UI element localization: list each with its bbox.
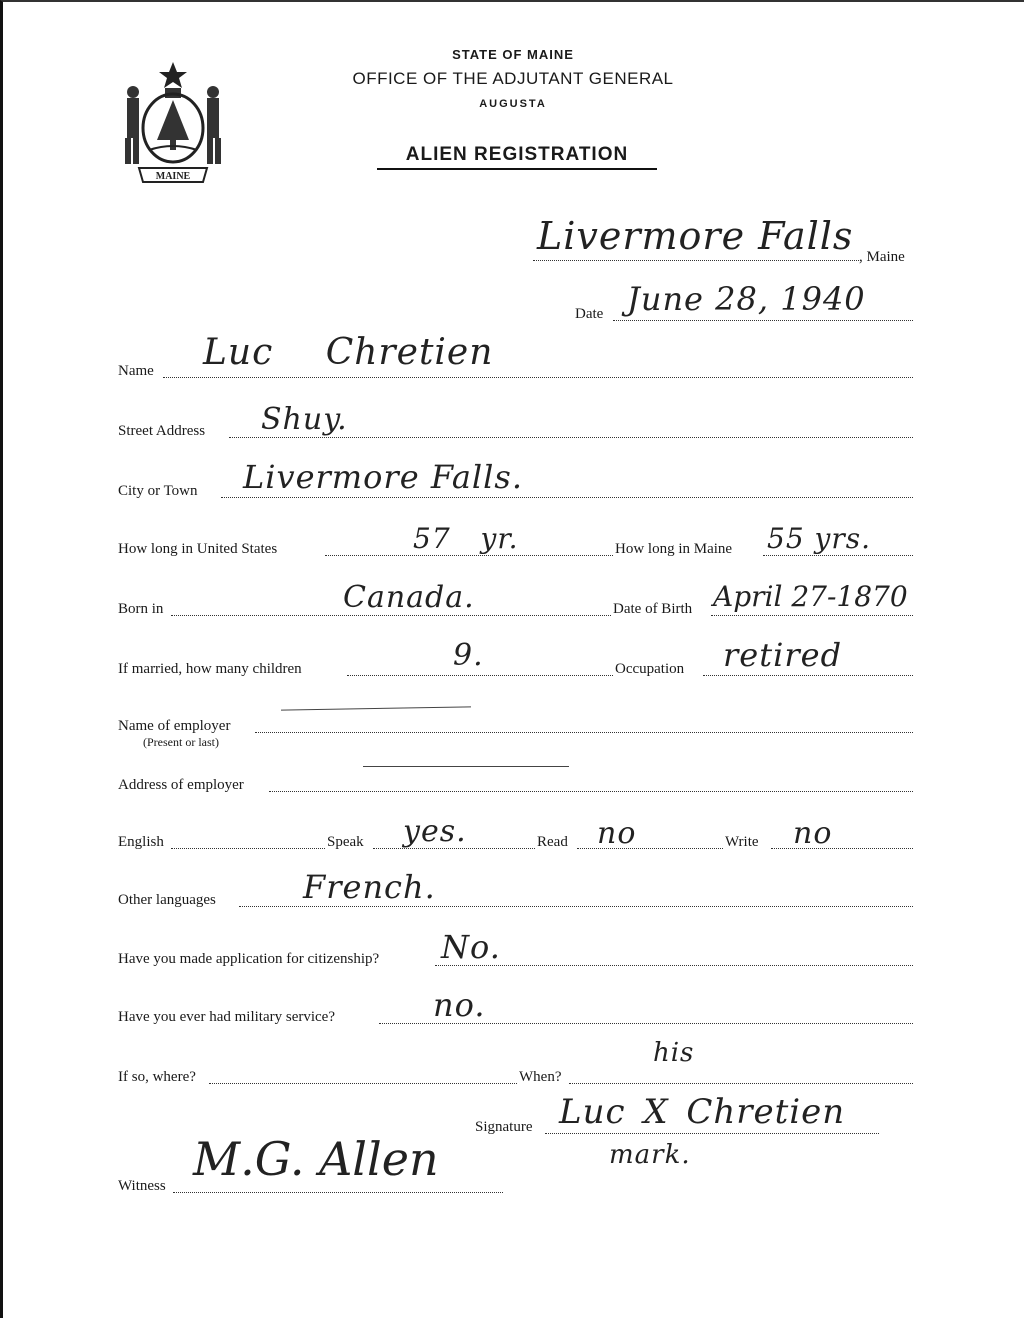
speak-label: Speak — [327, 834, 364, 850]
place-value: Livermore Falls — [537, 214, 854, 258]
us-years-line — [325, 555, 613, 556]
employer-sublabel: (Present or last) — [143, 735, 219, 749]
name-line — [163, 377, 913, 378]
other-lang-value: French. — [303, 868, 436, 906]
name-label: Name — [118, 363, 154, 379]
military-label: Have you ever had military service? — [118, 1009, 335, 1025]
other-lang-label: Other languages — [118, 892, 216, 908]
when-label: When? — [519, 1069, 562, 1085]
maine-state-seal-icon — [119, 58, 227, 186]
speak-value: yes. — [403, 814, 467, 849]
born-label: Born in — [118, 601, 164, 617]
seal-banner-text: MAINE — [155, 171, 191, 182]
header-office: OFFICE OF THE ADJUTANT GENERAL — [352, 69, 674, 88]
where-label: If so, where? — [118, 1069, 196, 1085]
signature-value: Luc X Chretien — [559, 1092, 846, 1132]
dob-value: April 27-1870 — [713, 580, 908, 613]
place-suffix: , Maine — [859, 249, 905, 265]
street-line — [229, 437, 913, 438]
witness-value: M.G. Allen — [193, 1132, 439, 1186]
header-city: AUGUSTA — [479, 98, 547, 110]
employer-label: Name of employer — [118, 718, 231, 734]
citizenship-value: No. — [441, 928, 501, 966]
children-label: If married, how many children — [118, 661, 302, 677]
date-label: Date — [575, 306, 604, 322]
street-label: Street Address — [118, 423, 206, 439]
english-label: English — [118, 834, 164, 850]
us-years-label: How long in United States — [118, 541, 278, 557]
read-label: Read — [537, 834, 568, 850]
write-label: Write — [725, 834, 759, 850]
city-value: Livermore Falls. — [243, 458, 523, 496]
header-state: STATE OF MAINE — [452, 47, 574, 62]
read-value: no — [597, 816, 637, 851]
employer-line — [255, 732, 913, 733]
maine-years-line — [763, 555, 913, 556]
place-line — [533, 260, 859, 261]
name-value: Luc Chretien — [203, 332, 494, 373]
born-line — [171, 615, 611, 616]
employer-address-dash-mark — [363, 766, 569, 767]
city-line — [221, 497, 913, 498]
signature-label: Signature — [475, 1119, 533, 1135]
born-value: Canada. — [343, 580, 475, 615]
city-label: City or Town — [118, 483, 198, 499]
where-line — [209, 1083, 517, 1084]
dob-label: Date of Birth — [613, 601, 693, 617]
witness-label: Witness — [118, 1178, 166, 1194]
citizenship-line — [435, 965, 913, 966]
maine-years-value: 55 yrs. — [767, 522, 872, 555]
date-value: June 28, 1940 — [627, 280, 866, 318]
occupation-line — [703, 675, 913, 676]
signature-line — [545, 1133, 879, 1134]
witness-line — [173, 1192, 503, 1193]
military-value: no. — [433, 986, 486, 1024]
occupation-value: retired — [723, 636, 843, 674]
employer-address-label: Address of employer — [118, 777, 244, 793]
signature-his: his — [653, 1038, 695, 1068]
when-line — [569, 1083, 913, 1084]
employer-dash-mark — [281, 706, 471, 710]
occupation-label: Occupation — [615, 661, 685, 677]
maine-years-label: How long in Maine — [615, 541, 733, 557]
citizenship-label: Have you made application for citizenship? — [118, 951, 380, 967]
employer-address-line — [269, 791, 913, 792]
english-line — [171, 848, 325, 849]
write-value: no — [793, 816, 833, 851]
dob-line — [711, 615, 913, 616]
signature-mark: mark. — [609, 1140, 691, 1170]
children-line — [347, 675, 613, 676]
us-years-value: 57 yr. — [413, 522, 519, 555]
other-lang-line — [239, 906, 913, 907]
date-line — [613, 320, 913, 321]
street-value: Shuy. — [261, 402, 348, 437]
children-value: 9. — [453, 638, 484, 673]
form-title: ALIEN REGISTRATION — [377, 144, 657, 170]
